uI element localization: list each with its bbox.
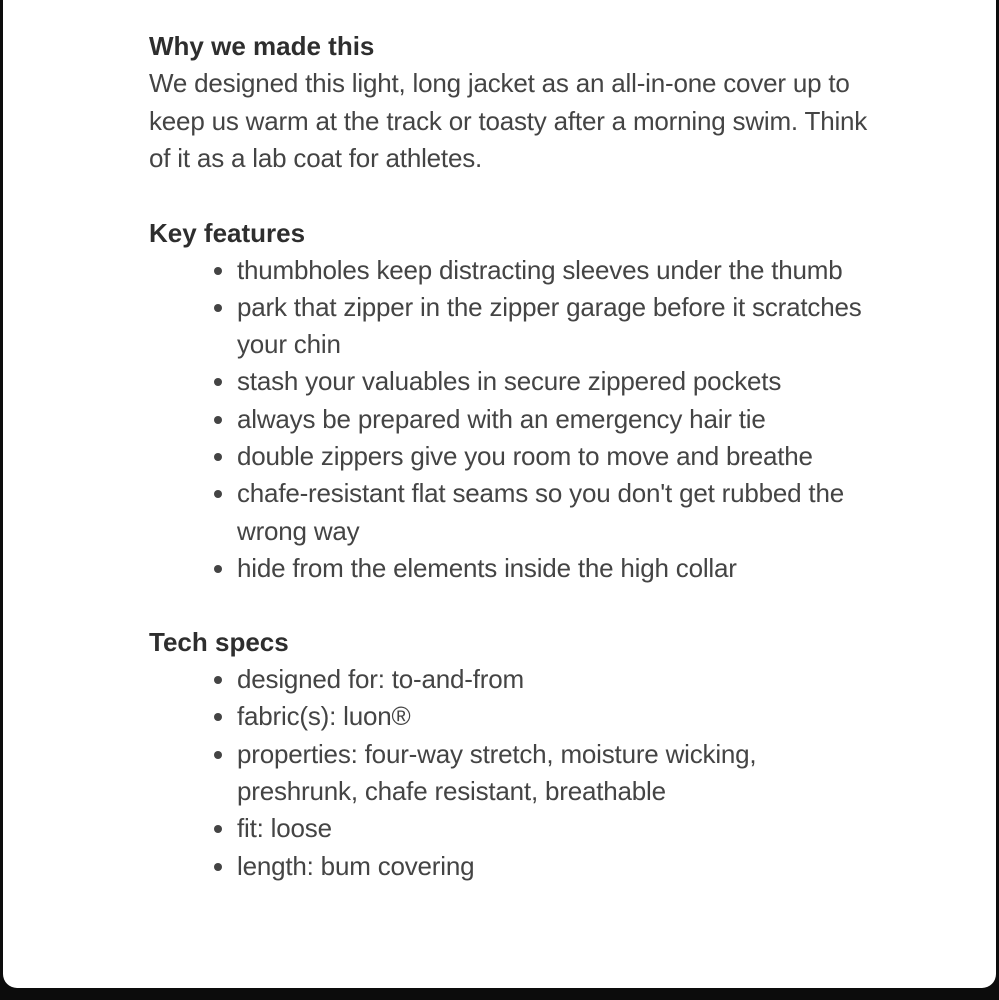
bullet-dot-icon: [214, 490, 222, 498]
feature-text: stash your valuables in secure zippered pockets: [237, 366, 782, 397]
spec-item: [237, 736, 879, 811]
bullet-dot-icon: [214, 565, 222, 573]
feature-text: always be prepared with an emergency hair tie: [237, 403, 766, 434]
feature-text: hide from the elements inside the high collar: [237, 552, 737, 583]
spec-text: properties: four-way stretch, moisture wicking, preshrunk, chafe resistant, breathable: [237, 738, 757, 807]
bullet-dot-icon: [214, 713, 222, 721]
spec-text: fabric(s): luon®: [237, 701, 411, 732]
product-description-card: [3, 0, 996, 988]
features-list: [149, 252, 879, 588]
why-title: Why we made this: [149, 31, 375, 61]
bullet-dot-icon: [214, 825, 222, 833]
bullet-dot-icon: [214, 267, 222, 275]
bullet-dot-icon: [214, 676, 222, 684]
spec-item: [237, 848, 879, 885]
product-description: [149, 28, 879, 885]
feature-item: [237, 252, 879, 289]
feature-item: [237, 550, 879, 587]
bullet-dot-icon: [214, 751, 222, 759]
feature-text: park that zipper in the zipper garage before it scratches your chin: [237, 291, 862, 360]
spec-text: length: bum covering: [237, 850, 475, 881]
why-body: We designed this light, long jacket as an all-in-one cover up to keep us warm at the track or toasty after a morning swim. Think of it as a lab coat for athletes.: [149, 68, 868, 173]
feature-item: [237, 438, 879, 475]
feature-text: thumbholes keep distracting sleeves under the thumb: [237, 254, 843, 285]
spec-item: [237, 661, 879, 698]
spec-text: designed for: to-and-from: [237, 664, 524, 695]
section-spacer: [149, 587, 879, 624]
bullet-dot-icon: [214, 416, 222, 424]
specs-list: [149, 661, 879, 885]
bullet-dot-icon: [214, 863, 222, 871]
spec-text: fit: loose: [237, 813, 332, 844]
feature-text: chafe-resistant flat seams so you don't get rubbed the wrong way: [237, 478, 844, 546]
bullet-dot-icon: [214, 304, 222, 312]
bullet-dot-icon: [214, 378, 222, 386]
feature-text: double zippers give you room to move and breathe: [237, 440, 813, 471]
feature-item: [237, 401, 879, 438]
spec-item: [237, 810, 879, 847]
specs-title: Tech specs: [149, 627, 289, 658]
feature-item: [237, 289, 879, 364]
feature-item: [237, 363, 879, 400]
features-title: Key features: [149, 217, 306, 248]
bullet-dot-icon: [214, 453, 222, 461]
section-spacer: [149, 178, 879, 215]
feature-item: [237, 475, 879, 550]
spec-item: [237, 698, 879, 735]
